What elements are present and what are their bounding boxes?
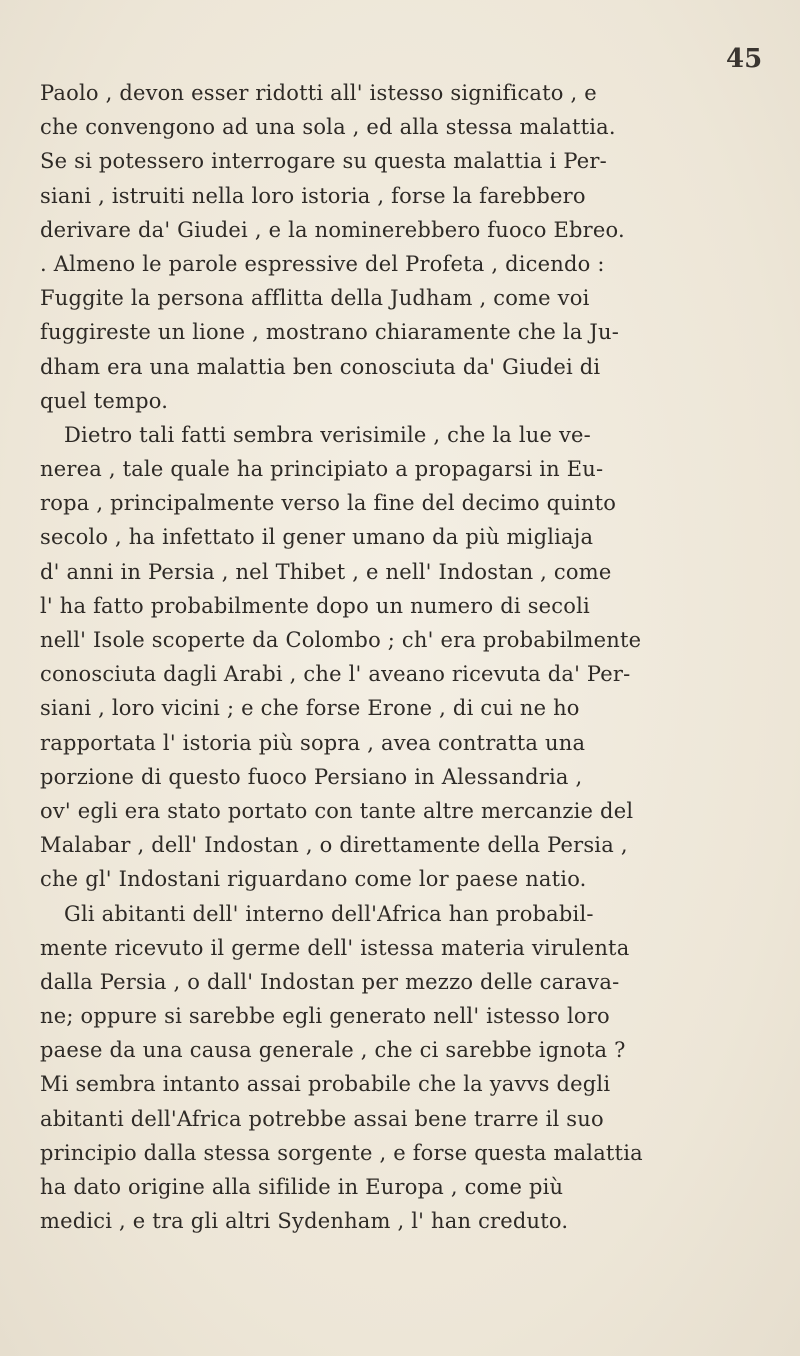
body-text bbox=[40, 76, 762, 1238]
text-line: d' anni in Persia , nel Thibet , e nell' Indostan , come bbox=[40, 559, 612, 584]
text-line: mente ricevuto il germe dell' istessa materia virulenta bbox=[40, 935, 630, 960]
text-line: Dietro tali fatti sembra verisimile , che la lue ve- bbox=[64, 422, 591, 447]
text-line: siani , loro vicini ; e che forse Erone , di cui ne ho bbox=[40, 696, 580, 721]
text-line: rapportata l' istoria più sopra , avea contratta una bbox=[40, 730, 586, 755]
text-line: nell' Isole scoperte da Colombo ; ch' era probabilmente bbox=[40, 628, 642, 652]
text-line: abitanti dell'Africa potrebbe assai bene trarre il suo bbox=[40, 1106, 604, 1131]
text-line: ropa , principalmente verso la fine del decimo quinto bbox=[40, 491, 617, 516]
text-line: secolo , ha infettato il gener umano da più migliaja bbox=[40, 525, 594, 550]
text-line: Paolo , devon esser ridotti all' istesso significato , e bbox=[40, 81, 597, 105]
text-line: ne; oppure si sarebbe egli generato nell' istesso loro bbox=[40, 1004, 610, 1029]
text-line: derivare da' Giudei , e la nominerebbero fuoco Ebreo. bbox=[40, 217, 625, 242]
text-line: quel tempo. bbox=[40, 388, 169, 413]
text-line: Se si potessero interrogare su questa malattia i Per- bbox=[40, 149, 607, 174]
text-line: paese da una causa generale , che ci sarebbe ignota ? bbox=[40, 1038, 626, 1063]
text-line: ov' egli era stato portato con tante altre mercanzie del bbox=[40, 798, 634, 823]
text-line: Mi sembra intanto assai probabile che la yavvs degli bbox=[40, 1072, 611, 1097]
text-line: Gli abitanti dell' interno dell'Africa han probabil- bbox=[64, 901, 594, 926]
text-line: nerea , tale quale ha principiato a propagarsi in Eu- bbox=[40, 457, 604, 482]
text-line: ha dato origine alla sifilide in Europa , come più bbox=[40, 1175, 564, 1199]
text-line: dham era una malattia ben conosciuta da' Giudei di bbox=[40, 354, 601, 379]
text-line: Fuggite la persona afflitta della Judham , come voi bbox=[40, 286, 590, 311]
text-line: che convengono ad una sola , ed alla stessa malattia. bbox=[40, 115, 616, 140]
text-line: siani , istruiti nella loro istoria , forse la farebbero bbox=[40, 183, 586, 208]
text-line: fuggireste un lione , mostrano chiaramente che la Ju- bbox=[40, 320, 620, 345]
text-line: l' ha fatto probabilmente dopo un numero di secoli bbox=[40, 593, 590, 618]
page-number: 45 bbox=[726, 44, 763, 74]
text-line: principio dalla stessa sorgente , e forse questa malattia bbox=[40, 1140, 643, 1165]
text-line: . Almeno le parole espressive del Profeta , dicendo : bbox=[40, 251, 605, 276]
text-line: conosciuta dagli Arabi , che l' aveano ricevuta da' Per- bbox=[40, 662, 631, 687]
text-line: che gl' Indostani riguardano come lor paese natio. bbox=[40, 867, 587, 892]
text-line: Malabar , dell' Indostan , o direttamente della Persia , bbox=[40, 833, 628, 858]
text-line: medici , e tra gli altri Sydenham , l' han creduto. bbox=[40, 1209, 569, 1234]
text-line: dalla Persia , o dall' Indostan per mezzo delle carava- bbox=[40, 969, 620, 994]
text-line: porzione di questo fuoco Persiano in Alessandria , bbox=[40, 764, 583, 789]
